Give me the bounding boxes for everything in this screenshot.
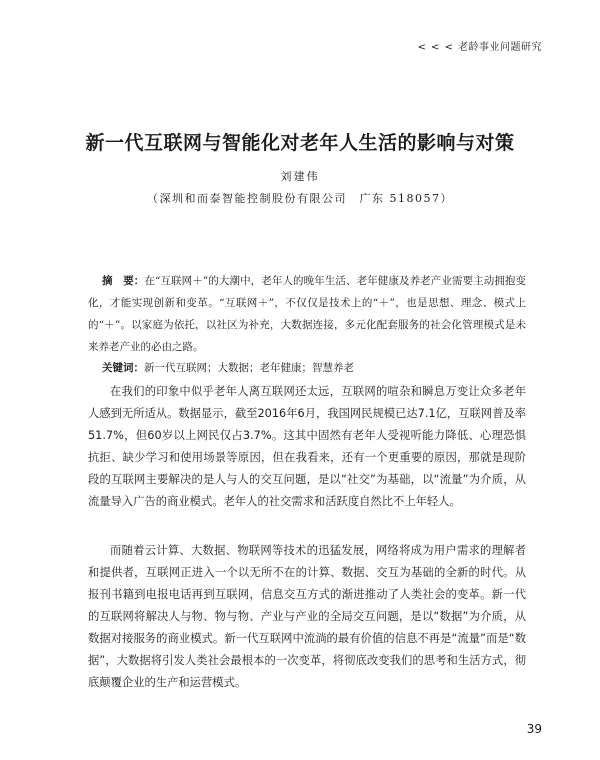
page-number: 39 — [526, 722, 542, 736]
keywords-text: 新一代互联网；大数据；老年健康；智慧养老 — [144, 362, 354, 374]
keywords-label: 关键词： — [102, 362, 144, 374]
keywords — [88, 357, 526, 379]
abstract — [88, 270, 526, 358]
running-header — [418, 38, 543, 53]
body-paragraph-2: 而随着云计算、大数据、物联网等技术的迅猛发展，网络将成为用户需求的理解者和提供者，互联网正进入一个以无所不在的计算、数据、交互为基础的全新的时代。从报刊书籍到电报电话再到互联网，信息交互方式的渐进推动了人类社会的变革。新一代的互联网将解决人与物、物与物、产业与产业的全局交互问题，是以“数据”为介质，从数据对接服务的商业模式。新一代互联网中流淌的最有价值的信息不再是“流量”而是“数据”，大数据将引发人类社会最根本的一次变革，将彻底改变我们的思考和生活方式，彻底颠覆企业的生产和运营模式。 — [88, 544, 526, 689]
author-affiliation: （深圳和而泰智能控制股份有限公司 广东 518057） — [147, 192, 453, 205]
section-name: 老龄事业问题研究 — [458, 42, 542, 53]
abstract-label: 摘 要： — [102, 275, 145, 287]
body-paragraph-1: 在我们的印象中似乎老年人离互联网还太远，互联网的喧杂和瞬息万变让众多老年人感到无所适从。数据显示，截至2016年6月，我国网民规模已达7.1亿，互联网普及率51.7%，但60岁以上网民仅占3.7%。这其中固然有老年人受视听能力降低、心理恐惧抗拒、缺少学习和使用场景等原因，但在我看来，还有一个更重要的原因，那就是现阶段的互联网主要解决的是人与人的交互问题，是以“社交”为基础，以“流量”为介质，从流量导入广告的商业模式。老年人的社交需求和活跃度自然比不上年轻人。 — [88, 385, 527, 508]
author-name: 刘建伟 — [280, 170, 320, 183]
chevron-left-icon: < < < — [417, 42, 454, 53]
article-title: 新一代互联网与智能化对老年人生活的影响与对策 — [85, 132, 515, 154]
abstract-text: 在“互联网＋”的大潮中，老年人的晚年生活、老年健康及养老产业需要主动拥抱变化，才能实现创新和变革。“互联网＋”，不仅仅是技术上的“＋”，也是思想、理念、模式上的“＋”。以家庭为依托，以社区为补充，大数据连接，多元化配套服务的社会化管理模式是未来养老产业的必由之路。 — [88, 275, 527, 353]
